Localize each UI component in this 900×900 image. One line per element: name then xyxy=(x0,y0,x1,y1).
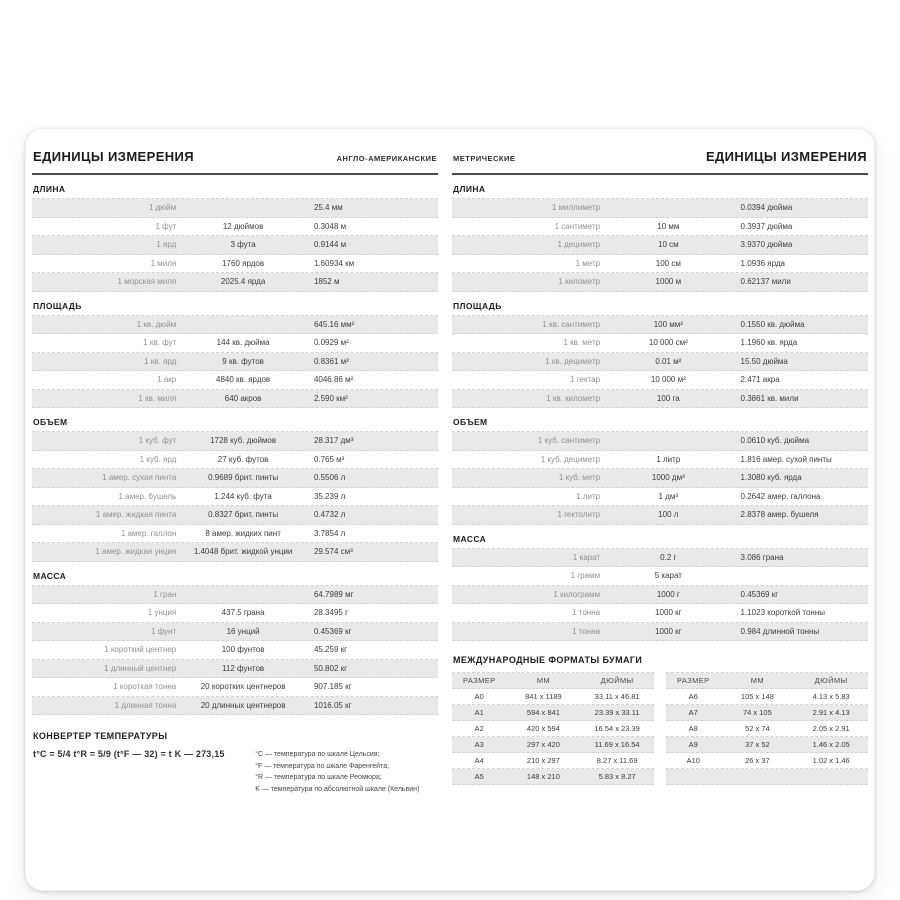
mass-table xyxy=(32,585,438,716)
table-cell: 25.4 мм xyxy=(313,203,343,213)
table-cell: 3.086 грана xyxy=(740,552,784,562)
section-title: ДЛИНА xyxy=(453,184,486,194)
table-row xyxy=(452,623,868,642)
temperature-note: K — температура по абсолютной шкале (Кельвин) xyxy=(255,785,420,793)
table-row xyxy=(32,641,438,660)
table-cell: 1 амер. галлон xyxy=(120,528,177,538)
table-cell: 45.259 кг xyxy=(313,645,348,655)
table-cell: 2.91 x 4.13 xyxy=(812,708,850,717)
table-row xyxy=(32,273,438,292)
table-cell: 20 коротких центнеров xyxy=(200,682,286,692)
table-cell: 0.45369 кг xyxy=(740,589,779,599)
table-row xyxy=(32,390,438,409)
table-row xyxy=(32,432,438,451)
table-cell: 1 амер. бушель xyxy=(118,491,177,501)
table-cell: 1 дм³ xyxy=(658,491,679,501)
section-length xyxy=(32,184,438,292)
table-cell: 0.62137 мили xyxy=(740,277,791,287)
paper-formats xyxy=(452,655,868,785)
length-table xyxy=(452,198,868,292)
column-header: ММ xyxy=(536,676,551,685)
table-cell: 64.7989 мг xyxy=(313,589,354,599)
table-cell: 10 000 м² xyxy=(650,375,686,385)
table-row xyxy=(32,199,438,218)
table-row xyxy=(452,218,868,237)
table-cell: 1 длинная тонна xyxy=(114,700,177,710)
table-cell: 437.5 грана xyxy=(221,608,265,618)
table-cell: 27 куб. футов xyxy=(217,454,269,464)
table-row xyxy=(666,737,868,753)
section-volume xyxy=(452,417,868,525)
table-cell: A5 xyxy=(474,772,484,781)
table-row xyxy=(32,236,438,255)
table-row xyxy=(452,451,868,470)
table-row xyxy=(452,721,654,737)
mass-table xyxy=(452,548,868,642)
temperature-note: °R — температура по шкале Реомюра; xyxy=(255,774,382,782)
table-row xyxy=(32,525,438,544)
table-cell: 100 фунтов xyxy=(221,645,265,655)
area-table xyxy=(452,315,868,409)
table-cell: 1 куб. метр xyxy=(558,473,601,483)
column-header: ДЮЙМЫ xyxy=(814,676,848,685)
table-cell: 420 x 594 xyxy=(526,724,560,733)
column-header: РАЗМЕР xyxy=(462,676,496,685)
table-cell: 0.984 длинной тонны xyxy=(740,626,820,636)
section-title: ПЛОЩАДЬ xyxy=(33,300,82,311)
table-cell: 1000 г xyxy=(656,589,680,599)
table-cell: 0.0610 куб. дюйма xyxy=(740,436,810,446)
left-header xyxy=(32,143,438,175)
table-cell: 1 миля xyxy=(150,258,177,268)
table-cell: 1 гектар xyxy=(570,375,601,385)
table-cell: 4840 кв. ярдов xyxy=(216,375,271,385)
section-title: ОБЪЕМ xyxy=(453,417,488,427)
table-cell: 2.8378 амер. бушеля xyxy=(740,510,819,520)
table-cell: 0.0929 м² xyxy=(313,338,349,348)
table-row xyxy=(452,390,868,409)
table-row xyxy=(666,721,868,737)
table-cell: 8 амер. жидких пинт xyxy=(205,528,281,538)
table-cell: 148 x 210 xyxy=(526,772,560,781)
table-row xyxy=(452,769,654,785)
table-cell: 0.3861 кв. мили xyxy=(740,393,799,403)
table-cell: 594 x 841 xyxy=(526,708,560,717)
table-cell: 297 x 420 xyxy=(526,740,560,749)
table-header-row xyxy=(666,673,868,689)
table-cell: A7 xyxy=(688,708,698,717)
table-cell: 23.39 x 33.11 xyxy=(594,708,640,717)
table-row xyxy=(32,543,438,562)
table-cell: 1728 куб. дюймов xyxy=(210,436,277,446)
table-cell: 1 грамм xyxy=(570,571,601,581)
table-cell: 16 унций xyxy=(226,626,260,636)
table-row xyxy=(32,604,438,623)
table-cell: 5 карат xyxy=(654,571,682,581)
table-cell: 1.46 x 2.05 xyxy=(812,740,850,749)
table-cell: 1 тонна xyxy=(572,626,601,636)
table-cell: 11.69 x 16.54 xyxy=(594,740,640,749)
table-row xyxy=(452,432,868,451)
table-cell: 1 короткая тонна xyxy=(113,682,177,692)
table-row xyxy=(452,567,868,586)
section-area xyxy=(452,301,868,409)
table-cell: 2.471 акра xyxy=(740,375,780,385)
table-cell: 1000 м xyxy=(655,277,682,287)
table-row xyxy=(666,705,868,721)
temperature-note: °F — температура по шкале Фаренгейта; xyxy=(255,762,390,770)
table-cell: A0 xyxy=(474,692,484,701)
table-cell: 10 см xyxy=(658,240,679,250)
table-cell: 0.8327 брит. пинты xyxy=(208,510,279,520)
table-row xyxy=(32,334,438,353)
notebook-page xyxy=(25,128,875,891)
table-row xyxy=(452,737,654,753)
table-cell: 1 тонна xyxy=(572,608,601,618)
table-cell: 16.54 x 23.39 xyxy=(594,724,640,733)
table-row xyxy=(452,199,868,218)
table-cell: 1000 кг xyxy=(655,626,682,636)
temperature-formula: t°C = 5/4 t°R = 5/9 (t°F — 32) = t K — 273,15 xyxy=(33,749,225,759)
table-cell: 15.50 дюйма xyxy=(740,356,788,366)
units-system-label: АНГЛО-АМЕРИКАНСКИЕ xyxy=(336,154,437,163)
table-cell: 1 куб. фут xyxy=(138,436,177,446)
table-cell: 2.05 x 2.91 xyxy=(812,724,850,733)
table-cell: A3 xyxy=(474,740,484,749)
table-cell: 1 фут xyxy=(155,221,177,231)
table-row xyxy=(32,506,438,525)
table-row xyxy=(666,769,868,785)
table-cell: 5.83 x 8.27 xyxy=(598,772,636,781)
table-row xyxy=(452,506,868,525)
section-length xyxy=(452,184,868,292)
table-cell: 0.3048 м xyxy=(313,221,347,231)
table-row xyxy=(452,689,654,705)
table-row xyxy=(452,334,868,353)
table-cell: 645.16 мм² xyxy=(313,319,355,329)
table-cell: 0.8361 м² xyxy=(313,356,349,366)
table-cell: 1 миллиметр xyxy=(551,203,601,213)
table-row xyxy=(452,316,868,335)
temperature-converter xyxy=(32,731,438,795)
table-row xyxy=(452,353,868,372)
section-title: МАССА xyxy=(453,533,487,544)
paper-table-a6-a10 xyxy=(666,672,868,785)
table-cell: 2025.4 ярда xyxy=(220,277,266,287)
table-cell: 1852 м xyxy=(313,277,340,287)
table-cell: 1 кв. сантиметр xyxy=(542,319,601,329)
table-cell: 1 амер. жидкая пинта xyxy=(95,510,177,520)
table-header-row xyxy=(452,673,654,689)
table-cell: 1 ярд xyxy=(156,240,177,250)
table-cell: 1 сантиметр xyxy=(554,221,601,231)
table-cell: 1760 ярдов xyxy=(222,258,265,268)
table-row xyxy=(452,469,868,488)
table-row xyxy=(452,255,868,274)
table-cell: A2 xyxy=(474,724,484,733)
right-header xyxy=(452,143,868,175)
section-title: ДЛИНА xyxy=(33,184,66,194)
temperature-title: КОНВЕРТЕР ТЕМПЕРАТУРЫ xyxy=(33,731,168,741)
volume-table xyxy=(452,431,868,525)
table-cell: 8.27 x 11.69 xyxy=(596,756,638,765)
table-cell: 100 мм² xyxy=(653,319,683,329)
table-cell: 3.7854 л xyxy=(313,528,346,538)
table-row xyxy=(452,705,654,721)
section-title: МАССА xyxy=(33,570,67,581)
table-cell: 2.590 км² xyxy=(313,393,348,403)
table-cell: 1 куб. ярд xyxy=(139,454,177,464)
table-row xyxy=(452,273,868,292)
table-cell: 1 морская миля xyxy=(117,277,177,287)
section-mass xyxy=(32,571,438,716)
table-cell: 1000 дм³ xyxy=(651,473,685,483)
table-cell: 1.02 x 1.46 xyxy=(812,756,850,765)
table-row xyxy=(32,678,438,697)
table-cell: 1 куб. сантиметр xyxy=(537,436,601,446)
page-title: ЕДИНИЦЫ ИЗМЕРЕНИЯ xyxy=(33,149,195,164)
table-row xyxy=(32,316,438,335)
left-column xyxy=(32,143,438,795)
table-cell: 74 x 105 xyxy=(743,708,772,717)
table-row xyxy=(452,604,868,623)
table-cell: 1 кв. дюйм xyxy=(136,319,177,329)
table-cell: 1 кв. ярд xyxy=(144,356,177,366)
table-cell: 1 кв. фут xyxy=(143,338,177,348)
table-cell: 1.1960 кв. ярда xyxy=(740,338,798,348)
table-cell: 28.3495 г xyxy=(313,608,348,618)
table-cell: 144 кв. дюйма xyxy=(216,338,270,348)
table-cell: A4 xyxy=(474,756,484,765)
table-cell: 26 x 37 xyxy=(745,756,770,765)
table-cell: 640 акров xyxy=(224,393,262,403)
column-header: РАЗМЕР xyxy=(676,676,710,685)
table-row xyxy=(32,623,438,642)
units-system-label: МЕТРИЧЕСКИЕ xyxy=(453,154,516,163)
table-cell: 0.765 м³ xyxy=(313,454,345,464)
column-header: ДЮЙМЫ xyxy=(600,676,634,685)
table-cell: 1.1023 короткой тонны xyxy=(740,608,826,618)
table-cell: 10 000 см² xyxy=(648,338,688,348)
table-cell: 1.816 амер. сухой пинты xyxy=(740,454,832,464)
table-cell: 29.574 см³ xyxy=(313,547,353,557)
table-row xyxy=(666,753,868,769)
table-cell: 1 дюйм xyxy=(148,203,177,213)
area-table xyxy=(32,315,438,409)
table-cell: 1 кв. миля xyxy=(138,393,177,403)
table-cell: 0.2642 амер. галлона xyxy=(740,491,821,501)
table-cell: 12 дюймов xyxy=(222,221,264,231)
table-row xyxy=(32,255,438,274)
table-cell: 1 гектолитр xyxy=(557,510,601,520)
table-cell: 100 га xyxy=(656,393,680,403)
section-title: ПЛОЩАДЬ xyxy=(453,300,502,311)
table-cell: 52 x 74 xyxy=(745,724,770,733)
table-cell: 9 кв. футов xyxy=(222,356,264,366)
section-area xyxy=(32,301,438,409)
table-cell: A9 xyxy=(688,740,698,749)
table-row xyxy=(32,353,438,372)
table-cell: 1.0936 ярда xyxy=(740,258,785,268)
table-cell: 1 литр xyxy=(576,491,601,501)
section-volume xyxy=(32,417,438,562)
table-cell: 1 унция xyxy=(147,608,177,618)
table-cell: 1 амер. сухая пинта xyxy=(102,473,177,483)
table-row xyxy=(32,469,438,488)
table-row xyxy=(32,697,438,716)
page-title: ЕДИНИЦЫ ИЗМЕРЕНИЯ xyxy=(705,149,867,164)
table-cell: 3.9370 дюйма xyxy=(740,240,793,250)
table-cell: A1 xyxy=(474,708,484,717)
table-cell: 1 кв. километр xyxy=(546,393,601,403)
table-cell: 20 длинных центнеров xyxy=(200,700,286,710)
table-cell: 210 x 297 xyxy=(526,756,560,765)
table-cell: 1.4048 брит. жидкой унции xyxy=(193,547,293,557)
table-cell: 35.239 л xyxy=(313,491,346,501)
table-cell: 100 л xyxy=(658,510,679,520)
table-row xyxy=(32,660,438,679)
temperature-note: °C — температура по шкале Цельсия; xyxy=(255,751,380,758)
table-cell: 105 x 148 xyxy=(740,692,774,701)
table-cell: 0.01 м² xyxy=(655,356,682,366)
table-cell: 1 акр xyxy=(157,375,177,385)
paper-formats-title: МЕЖДУНАРОДНЫЕ ФОРМАТЫ БУМАГИ xyxy=(453,655,643,665)
table-row xyxy=(452,371,868,390)
table-cell: 1.60934 км xyxy=(313,258,355,268)
table-cell: 1 фунт xyxy=(151,626,177,636)
table-row xyxy=(666,689,868,705)
table-row xyxy=(452,236,868,255)
table-cell: 100 см xyxy=(655,258,681,268)
table-cell: A6 xyxy=(688,692,698,701)
right-column xyxy=(452,143,868,795)
table-cell: 112 фунтов xyxy=(222,663,265,673)
table-cell: 0.5506 л xyxy=(313,473,346,483)
table-row xyxy=(452,586,868,605)
table-cell: 0.4732 л xyxy=(313,510,346,520)
table-cell: 1 короткий центнер xyxy=(104,645,177,655)
table-row xyxy=(32,218,438,237)
table-cell: 1 дециметр xyxy=(557,240,601,250)
table-cell: 0.45369 кг xyxy=(313,626,352,636)
table-row xyxy=(32,371,438,390)
table-cell: 1000 кг xyxy=(655,608,682,618)
table-cell: 4.13 x 5.83 xyxy=(812,692,850,701)
table-cell: A8 xyxy=(688,724,698,733)
table-cell: 0.0394 дюйма xyxy=(740,203,793,213)
table-cell: 50.802 кг xyxy=(313,663,348,673)
table-cell: 841 x 1189 xyxy=(525,692,562,701)
table-cell: 1016.05 кг xyxy=(313,700,352,710)
table-cell: 1 километр xyxy=(558,277,601,287)
table-cell: 1 длинный центнер xyxy=(104,663,177,673)
table-row xyxy=(32,586,438,605)
table-cell: 1 литр xyxy=(656,454,681,464)
table-cell: 4046.86 м² xyxy=(313,375,354,385)
table-cell: 907.185 кг xyxy=(313,682,352,692)
table-row xyxy=(452,549,868,568)
temperature-notes xyxy=(255,749,437,795)
table-row xyxy=(32,488,438,507)
table-cell: 0.2 г xyxy=(660,552,677,562)
table-cell: 3 фута xyxy=(230,240,256,250)
table-cell: 1 метр xyxy=(575,258,601,268)
table-cell: 1 кв. метр xyxy=(563,338,601,348)
table-cell: 0.1550 кв. дюйма xyxy=(740,319,805,329)
volume-table xyxy=(32,431,438,562)
table-row xyxy=(452,753,654,769)
paper-table-a0-a5 xyxy=(452,672,654,785)
table-cell: 1 килограмм xyxy=(553,589,601,599)
table-cell: 1 карат xyxy=(572,552,601,562)
table-cell: 1 куб. дециметр xyxy=(540,454,601,464)
table-cell: 0.9689 брит. пинты xyxy=(208,473,279,483)
table-row xyxy=(32,451,438,470)
table-cell: 10 мм xyxy=(657,221,680,231)
section-mass xyxy=(452,534,868,642)
length-table xyxy=(32,198,438,292)
table-cell: 1 амер. жидкая унция xyxy=(95,547,177,557)
table-cell: 33.11 x 46.81 xyxy=(594,692,640,701)
table-cell: 0.3937 дюйма xyxy=(740,221,793,231)
table-cell: 37 x 52 xyxy=(745,740,770,749)
table-cell: 1 кв. дециметр xyxy=(545,356,601,366)
table-cell: A10 xyxy=(686,756,700,765)
table-cell: 28.317 дм³ xyxy=(313,436,354,446)
column-header: ММ xyxy=(750,676,765,685)
table-cell: 0.9144 м xyxy=(313,240,347,250)
table-cell: 1.3080 куб. ярда xyxy=(740,473,802,483)
table-cell: 1.244 куб. фута xyxy=(214,491,272,501)
table-row xyxy=(452,488,868,507)
section-title: ОБЪЕМ xyxy=(33,417,68,427)
table-cell: 1 гран xyxy=(153,589,177,599)
